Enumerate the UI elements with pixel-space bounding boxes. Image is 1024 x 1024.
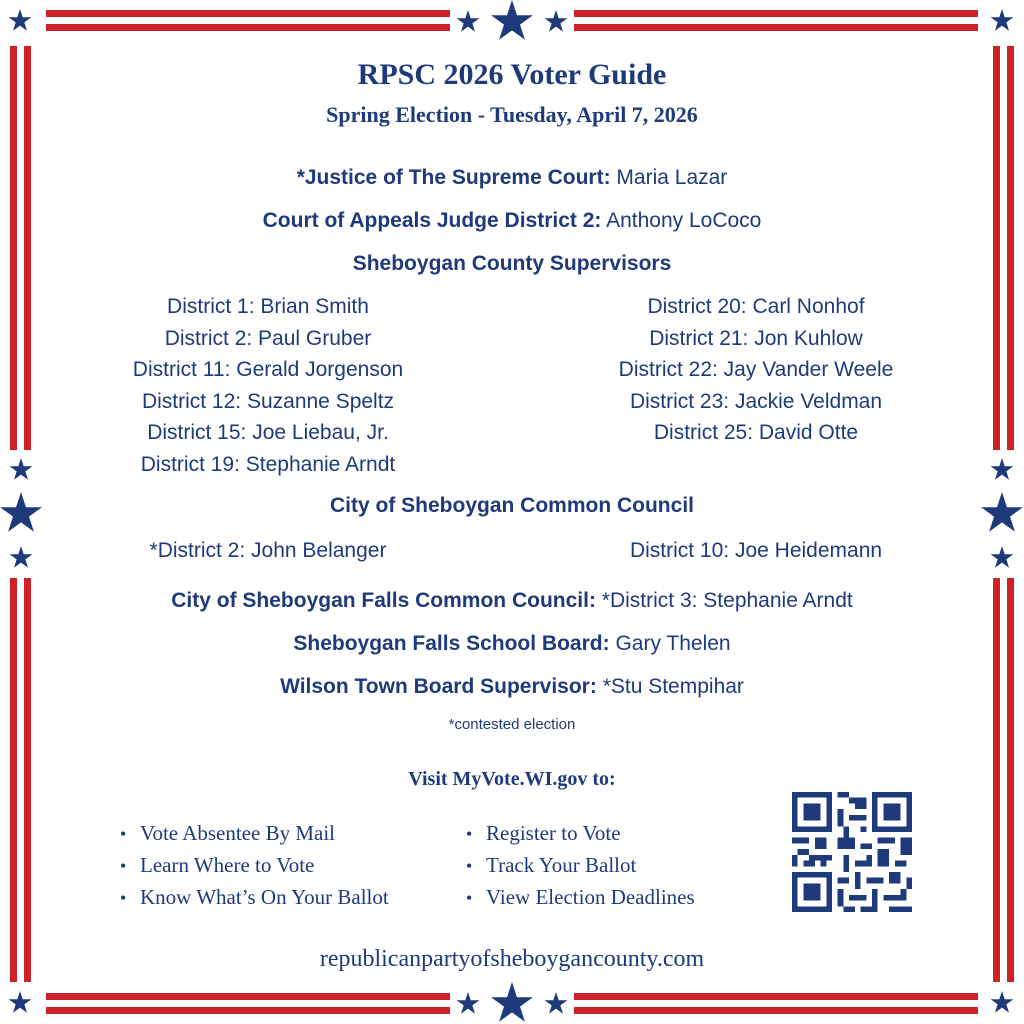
- list-item: District 15: Joe Liebau, Jr.: [147, 421, 389, 444]
- list-item: District 20: Carl Nonhof: [647, 295, 865, 318]
- list-item: District 19: Stephanie Arndt: [140, 452, 396, 476]
- city-council-heading: [0, 494, 1024, 518]
- race-label: Court of Appeals Judge District 2:: [262, 209, 602, 232]
- section-heading: Sheboygan County Supervisors: [352, 252, 672, 275]
- city-left: [60, 535, 476, 567]
- wilson-board-race: [0, 675, 1024, 699]
- candidate-name: *Stu Stempihar: [602, 675, 744, 698]
- list-item: District 10: Joe Heidemann: [629, 539, 883, 562]
- candidate-name: Maria Lazar: [616, 166, 728, 189]
- star-icon: [457, 992, 480, 1014]
- star-icon: [10, 458, 33, 480]
- list-item: • Track Your Ballot: [466, 850, 695, 882]
- county-left-column: [60, 291, 476, 480]
- list-item: • Learn Where to Vote: [120, 850, 389, 882]
- supreme-court-race: [0, 166, 1024, 190]
- list-item: District 21: Jon Kuhlow: [649, 326, 863, 350]
- star-icon: [491, 982, 533, 1022]
- candidate-name: Anthony LoCoco: [606, 209, 762, 232]
- list-item: District 25: David Otte: [653, 421, 859, 444]
- race-label: City of Sheboygan Falls Common Council:: [171, 589, 596, 612]
- star-icon: [991, 546, 1014, 568]
- visit-heading: Visit MyVote.WI.gov to:: [408, 768, 616, 790]
- section-heading: City of Sheboygan Common Council: [329, 494, 694, 517]
- race-label: Sheboygan Falls School Board:: [293, 632, 610, 655]
- page-title: RPSC 2026 Voter Guide: [357, 58, 667, 91]
- star-icon: [545, 992, 568, 1014]
- qr-code-icon: [792, 792, 912, 912]
- star-icon: [545, 10, 568, 32]
- list-item: • Vote Absentee By Mail: [120, 818, 389, 850]
- star-icon: [491, 0, 533, 40]
- star-icon: [9, 991, 32, 1013]
- list-item: District 2: Paul Gruber: [164, 326, 372, 350]
- star-icon: [991, 458, 1014, 480]
- list-item: District 23: Jackie Veldman: [629, 389, 883, 413]
- appeals-race: [0, 209, 1024, 233]
- school-board-race: [0, 632, 1024, 656]
- county-right-column: [548, 291, 964, 449]
- county-supervisors-heading: [0, 252, 1024, 276]
- list-item: District 12: Suzanne Speltz: [141, 389, 395, 413]
- list-item: • View Election Deadlines: [466, 882, 695, 914]
- list-item: *District 2: John Belanger: [149, 539, 387, 562]
- list-item: • Know What’s On Your Ballot: [120, 882, 389, 914]
- star-icon: [9, 9, 32, 31]
- contested-note: *contested election: [448, 716, 576, 733]
- candidate-name: Gary Thelen: [615, 632, 731, 655]
- city-right: [548, 535, 964, 567]
- star-icon: [991, 991, 1014, 1013]
- star-icon: [991, 9, 1014, 31]
- race-label: Wilson Town Board Supervisor:: [280, 675, 597, 698]
- page-subtitle: Spring Election - Tuesday, April 7, 2026: [326, 102, 698, 127]
- falls-council-race: [0, 589, 1024, 613]
- candidate-name: *District 3: Stephanie Arndt: [601, 589, 853, 612]
- list-item: District 11: Gerald Jorgenson: [132, 358, 404, 381]
- star-icon: [457, 10, 480, 32]
- race-label: *Justice of The Supreme Court:: [296, 166, 611, 189]
- star-icon: [10, 546, 33, 568]
- list-item: District 22: Jay Vander Weele: [618, 358, 894, 381]
- website-link[interactable]: republicanpartyofsheboygancounty.com: [319, 946, 705, 972]
- visit-list-left: [120, 818, 389, 914]
- list-item: District 1: Brian Smith: [167, 295, 369, 318]
- list-item: • Register to Vote: [466, 818, 695, 850]
- visit-list-right: [466, 818, 695, 914]
